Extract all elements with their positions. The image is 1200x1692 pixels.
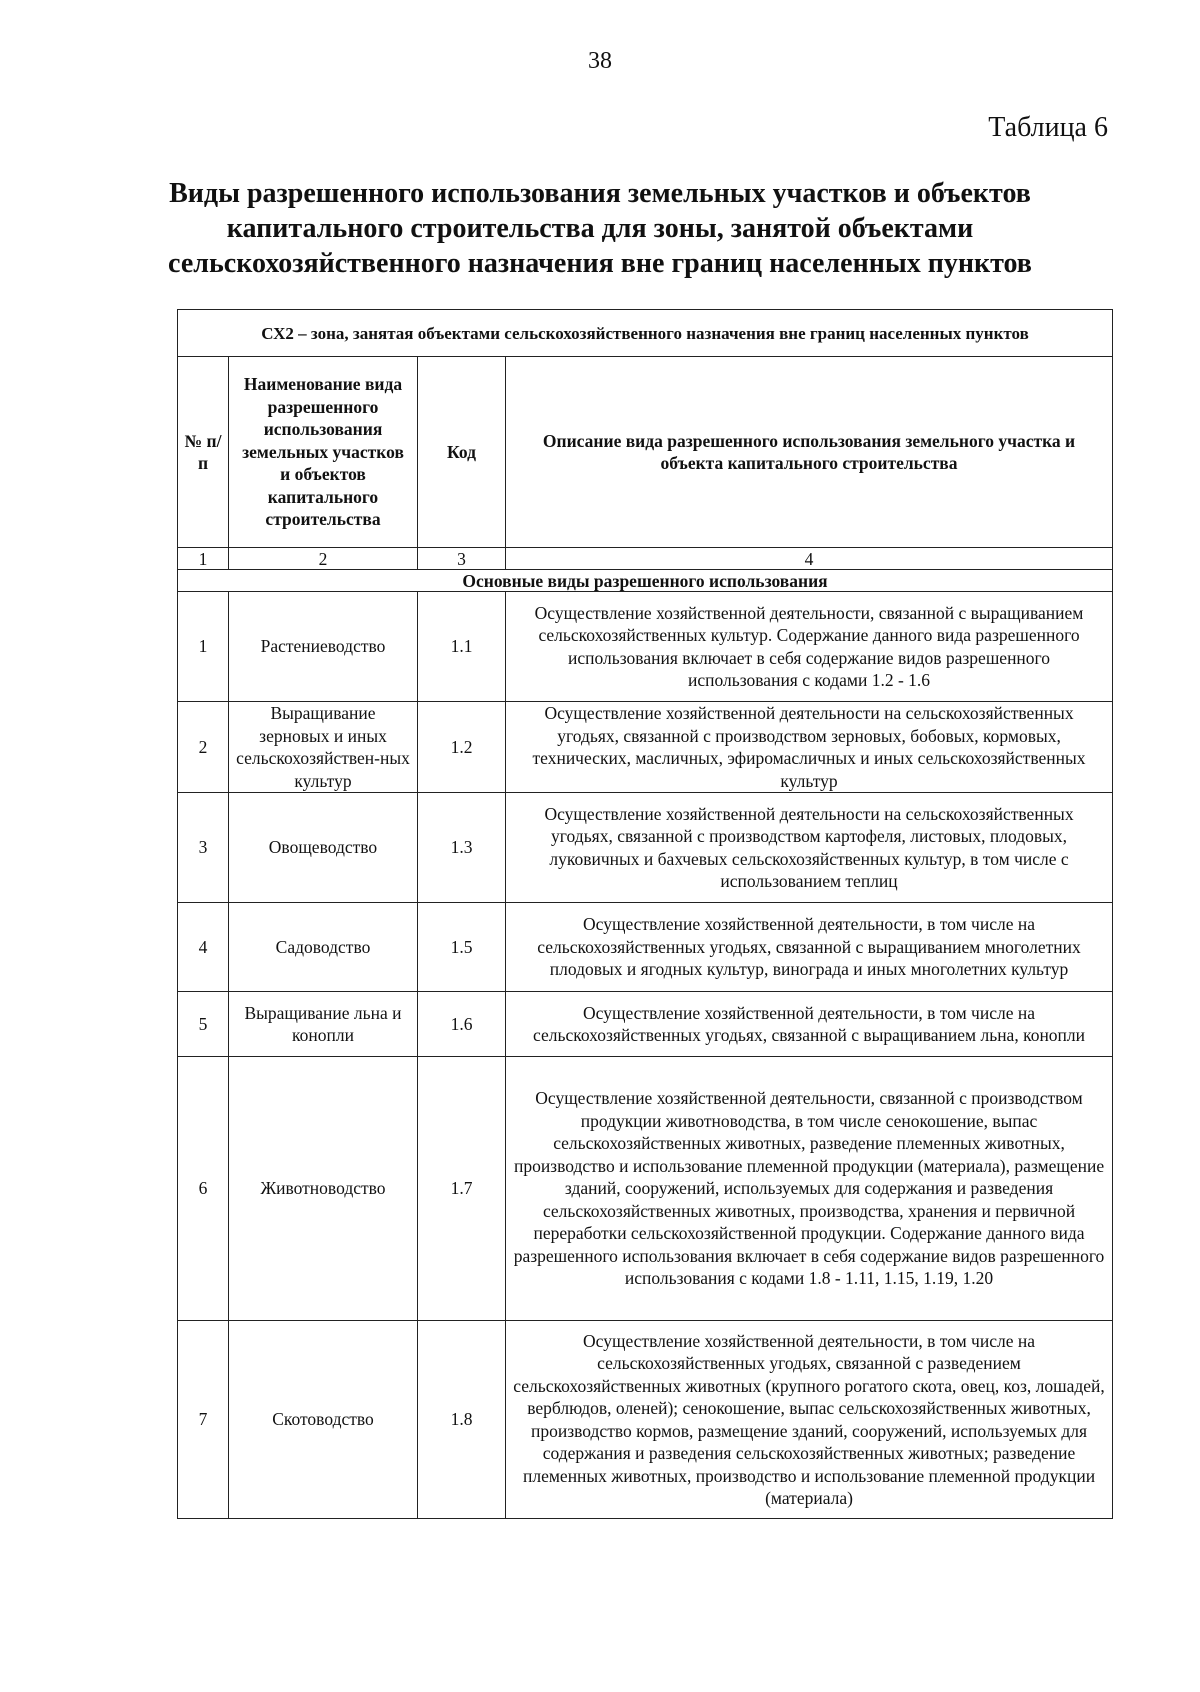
row-description: Осуществление хозяйственной деятельности на сельскохозяйственных угодьях, связанной с производством картофеля, листовых, плодовых, луковичных и бахчевых сельскохозяйственных культур, в том числе с использованием теплиц bbox=[506, 793, 1113, 903]
row-name: Садоводство bbox=[229, 903, 418, 992]
row-number: 4 bbox=[178, 903, 229, 992]
zone-header-cell: СХ2 – зона, занятая объектами сельскохозяйственного назначения вне границ населенных пунктов bbox=[178, 310, 1113, 357]
row-description: Осуществление хозяйственной деятельности, связанной с выращиванием сельскохозяйственных культур. Содержание данного вида разрешенного использования включает в себя содержание видов разрешенного использования с кодами 1.2 - 1.6 bbox=[506, 592, 1113, 702]
column-number: 4 bbox=[506, 548, 1113, 570]
column-header-row bbox=[178, 357, 1113, 548]
table-row bbox=[178, 793, 1113, 903]
zone-header-row bbox=[178, 310, 1113, 357]
row-code: 1.8 bbox=[418, 1321, 506, 1519]
document-title: Виды разрешенного использования земельных участков и объектов капитального строительства для зоны, занятой объектами сельскохозяйственного назначения вне границ населенных пунктов bbox=[168, 178, 1032, 279]
land-use-table bbox=[177, 309, 1113, 1519]
table-row bbox=[178, 702, 1113, 793]
page-number: 38 bbox=[588, 48, 612, 74]
row-description: Осуществление хозяйственной деятельности, в том числе на сельскохозяйственных угодьях, связанной с выращиванием многолетних плодовых и ягодных культур, винограда и иных многолетних культур bbox=[506, 903, 1113, 992]
section-title: Основные виды разрешенного использования bbox=[178, 570, 1113, 592]
row-name: Животноводство bbox=[229, 1057, 418, 1321]
column-number: 1 bbox=[178, 548, 229, 570]
row-code: 1.5 bbox=[418, 903, 506, 992]
row-description: Осуществление хозяйственной деятельности, связанной с производством продукции животноводства, в том числе сенокошение, выпас сельскохозяйственных животных, разведение племенных животных, производство и использование племенной продукции (материала), размещение зданий, сооружений, используемых для содержания и разведения сельскохозяйственных животных, производства, хранения и первичной переработки сельскохозяйственной продукции. Содержание данного вида разрешенного использования включает в себя содержание видов разрешенного использования с кодами 1.8 - 1.11, 1.15, 1.19, 1.20 bbox=[506, 1057, 1113, 1321]
column-number: 3 bbox=[418, 548, 506, 570]
row-name: Выращивание льна и конопли bbox=[229, 992, 418, 1057]
header-num: № п/п bbox=[178, 357, 229, 548]
row-number: 7 bbox=[178, 1321, 229, 1519]
row-number: 2 bbox=[178, 702, 229, 793]
table-row bbox=[178, 1321, 1113, 1519]
row-number: 5 bbox=[178, 992, 229, 1057]
header-name: Наименование вида разрешенного использования земельных участков и объектов капитального строительства bbox=[229, 357, 418, 548]
header-desc: Описание вида разрешенного использования земельного участка и объекта капитального строительства bbox=[506, 357, 1113, 548]
table-label: Таблица 6 bbox=[988, 112, 1108, 143]
row-description: Осуществление хозяйственной деятельности на сельскохозяйственных угодьях, связанной с производством зерновых, бобовых, кормовых, технических, масличных, эфиромасличных и иных сельскохозяйственных культур bbox=[506, 702, 1113, 793]
table-row bbox=[178, 592, 1113, 702]
column-numbers-row bbox=[178, 548, 1113, 570]
row-code: 1.1 bbox=[418, 592, 506, 702]
header-code: Код bbox=[418, 357, 506, 548]
row-name: Овощеводство bbox=[229, 793, 418, 903]
column-number: 2 bbox=[229, 548, 418, 570]
row-code: 1.7 bbox=[418, 1057, 506, 1321]
row-description: Осуществление хозяйственной деятельности, в том числе на сельскохозяйственных угодьях, связанной с выращиванием льна, конопли bbox=[506, 992, 1113, 1057]
row-name: Скотоводство bbox=[229, 1321, 418, 1519]
row-description: Осуществление хозяйственной деятельности, в том числе на сельскохозяйственных угодьях, связанной с разведением сельскохозяйственных животных (крупного рогатого скота, овец, коз, лошадей, верблюдов, оленей); сенокошение, выпас сельскохозяйственных животных, производство кормов, размещение зданий, сооружений, используемых для содержания и разведения сельскохозяйственных животных; разведение племенных животных, производство и использование племенной продукции (материала) bbox=[506, 1321, 1113, 1519]
row-name: Растениеводство bbox=[229, 592, 418, 702]
row-code: 1.6 bbox=[418, 992, 506, 1057]
section-title-row bbox=[178, 570, 1113, 592]
table-row bbox=[178, 1057, 1113, 1321]
row-number: 3 bbox=[178, 793, 229, 903]
table-body bbox=[178, 310, 1113, 1519]
row-number: 6 bbox=[178, 1057, 229, 1321]
row-code: 1.3 bbox=[418, 793, 506, 903]
table-row bbox=[178, 903, 1113, 992]
row-name: Выращивание зерновых и иных сельскохозяйствен-ных культур bbox=[229, 702, 418, 793]
table-row bbox=[178, 992, 1113, 1057]
row-code: 1.2 bbox=[418, 702, 506, 793]
row-number: 1 bbox=[178, 592, 229, 702]
